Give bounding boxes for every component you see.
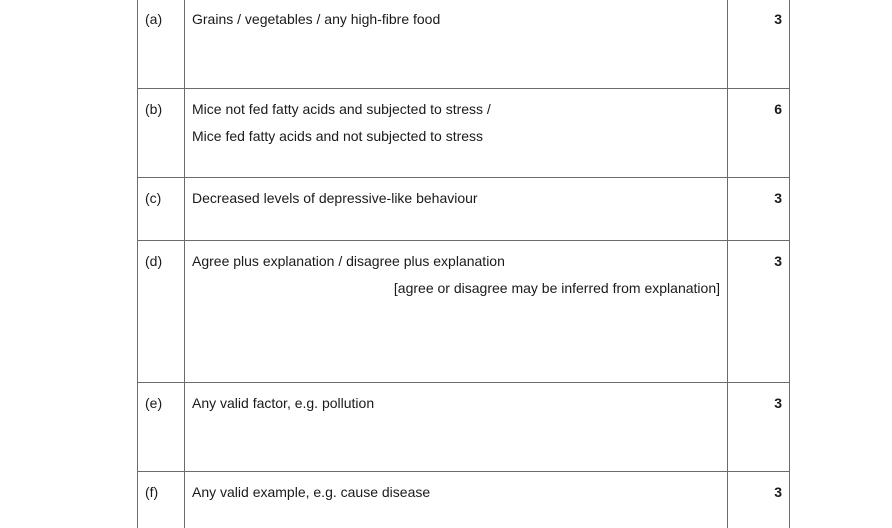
part-label: (d) [138, 241, 185, 383]
marking-scheme-table [137, 0, 790, 528]
marks-value: 3 [728, 0, 790, 89]
answer-note: [agree or disagree may be inferred from explanation] [393, 280, 720, 296]
part-label: (c) [138, 178, 185, 241]
answer-text: Grains / vegetables / any high-fibre food [192, 11, 441, 27]
answer-text: Any valid example, e.g. cause disease [192, 484, 431, 500]
table-row [138, 472, 790, 528]
answer-cell [185, 89, 728, 178]
marks-value: 3 [728, 383, 790, 472]
table-row [138, 89, 790, 178]
table-row [138, 383, 790, 472]
part-label: (b) [138, 89, 185, 178]
answer-cell [185, 0, 728, 89]
answer-cell [185, 472, 728, 528]
table-row [138, 178, 790, 241]
answer-text: Agree plus explanation / disagree plus explanation [192, 253, 505, 269]
answer-text: Mice fed fatty acids and not subjected to stress [192, 128, 484, 144]
answer-text: Decreased levels of depressive-like behaviour [192, 190, 478, 206]
marks-value: 3 [728, 241, 790, 383]
answer-text: Mice not fed fatty acids and subjected to stress / [192, 101, 491, 117]
answer-cell [185, 178, 728, 241]
part-label: (f) [138, 472, 185, 528]
marks-value: 3 [728, 178, 790, 241]
answer-cell [185, 241, 728, 383]
marks-value: 3 [728, 472, 790, 528]
part-label: (a) [138, 0, 185, 89]
table-row [138, 0, 790, 89]
part-label: (e) [138, 383, 185, 472]
answer-text: Any valid factor, e.g. pollution [192, 395, 375, 411]
table-row [138, 241, 790, 383]
answer-cell [185, 383, 728, 472]
marks-value: 6 [728, 89, 790, 178]
